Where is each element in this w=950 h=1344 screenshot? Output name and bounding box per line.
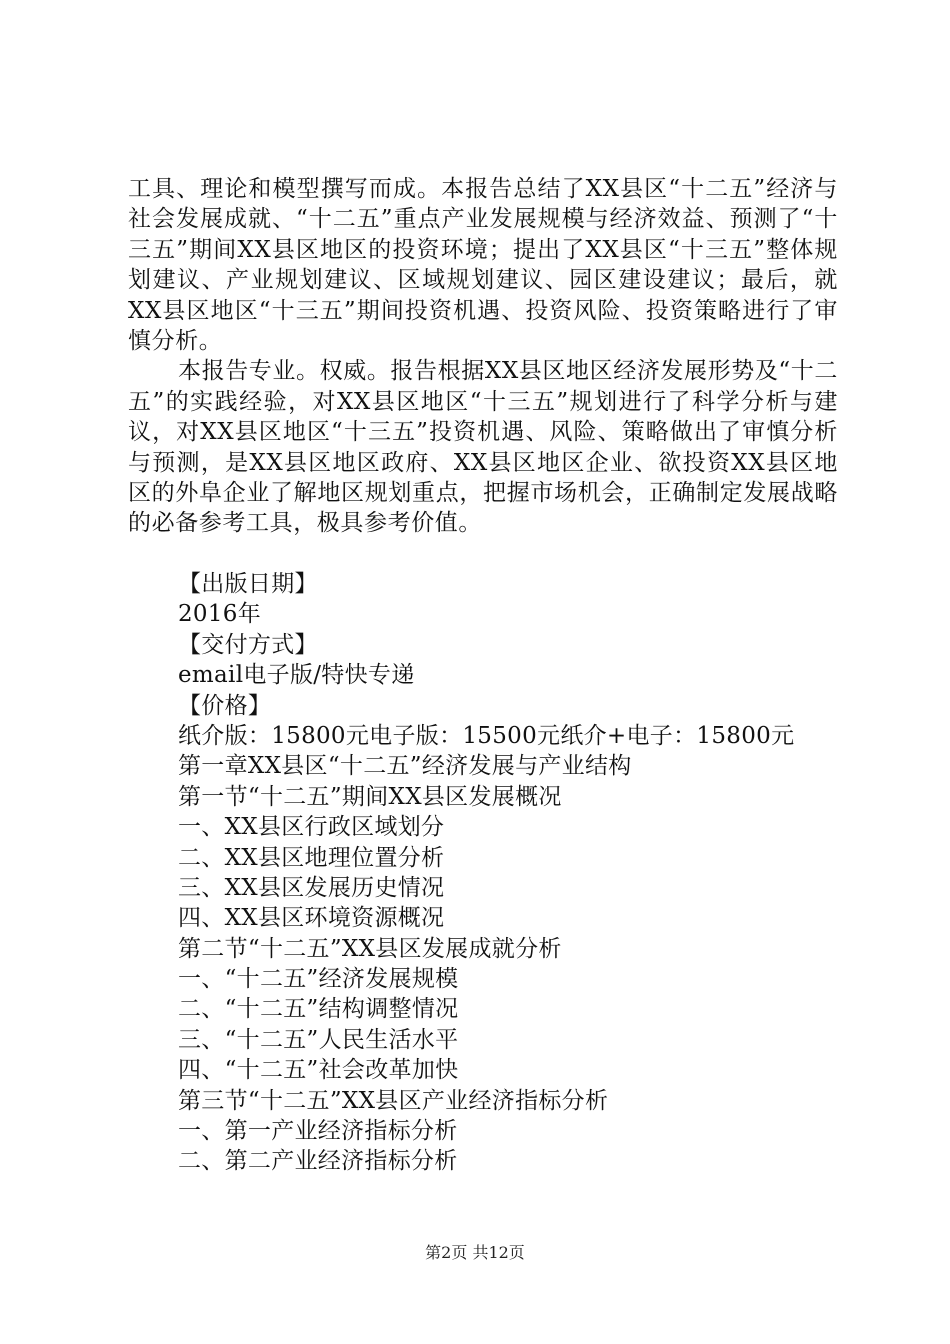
toc-item: 一、XX县区行政区域划分 — [178, 814, 445, 841]
toc-item: 三、“十二五”人民生活水平 — [178, 1026, 459, 1053]
toc-item: 二、第二产业经济指标分析 — [178, 1148, 458, 1175]
price-heading: 【价格】 — [178, 692, 272, 719]
report-info-and-toc — [178, 569, 838, 1177]
toc-chapter-1: 第一章XX县区“十二五”经济发展与产业结构 — [178, 753, 632, 780]
toc-item: 一、第一产业经济指标分析 — [178, 1118, 458, 1145]
toc-item: 四、“十二五”社会改革加快 — [178, 1057, 459, 1084]
delivery-method-heading: 【交付方式】 — [178, 631, 318, 658]
toc-section-1-1: 第一节“十二五”期间XX县区发展概况 — [178, 783, 562, 810]
toc-section-1-3: 第三节“十二五”XX县区产业经济指标分析 — [178, 1087, 609, 1114]
publish-date-value: 2016年 — [178, 601, 262, 628]
paragraph-report-features: 本报告专业。权威。报告根据XX县区地区经济发展形势及“十二五”的实践经验，对XX县区地区“十三五”规划进行了科学分析与建议，对XX县区地区“十三五”投资机遇、风险、策略做出了审慎分析与预测，是XX县区地区政府、XX县区地区企业、欲投资XX县区地区的外阜企业了解地区规划重点，把握市场机会，正确制定发展战略的必备参考工具，极具参考价值。 — [128, 358, 838, 537]
page-number-footer: 第2页 共12页 — [425, 1243, 525, 1262]
toc-item: 二、XX县区地理位置分析 — [178, 844, 445, 871]
price-value: 纸介版：15800元电子版：15500元纸介+电子：15800元 — [178, 722, 795, 749]
toc-section-1-2: 第二节“十二五”XX县区发展成就分析 — [178, 935, 562, 962]
delivery-method-value: email电子版/特快专递 — [178, 662, 415, 689]
toc-item: 二、“十二五”结构调整情况 — [178, 996, 459, 1023]
paragraph-intro-continued: 工具、理论和模型撰写而成。本报告总结了XX县区“十二五”经济与社会发展成就、“十二五”重点产业发展规模与经济效益、预测了“十三五”期间XX县区地区的投资环境；提出了XX县区“十三五”整体规划建议、产业规划建议、区域规划建议、园区建设建议；最后，就XX县区地区“十三五”期间投资机遇、投资风险、投资策略进行了审慎分析。 — [128, 176, 838, 355]
toc-item: 一、“十二五”经济发展规模 — [178, 966, 459, 993]
toc-item: 四、XX县区环境资源概况 — [178, 905, 445, 932]
publish-date-heading: 【出版日期】 — [178, 571, 318, 597]
body-text — [128, 174, 838, 539]
toc-item: 三、XX县区发展历史情况 — [178, 874, 445, 901]
